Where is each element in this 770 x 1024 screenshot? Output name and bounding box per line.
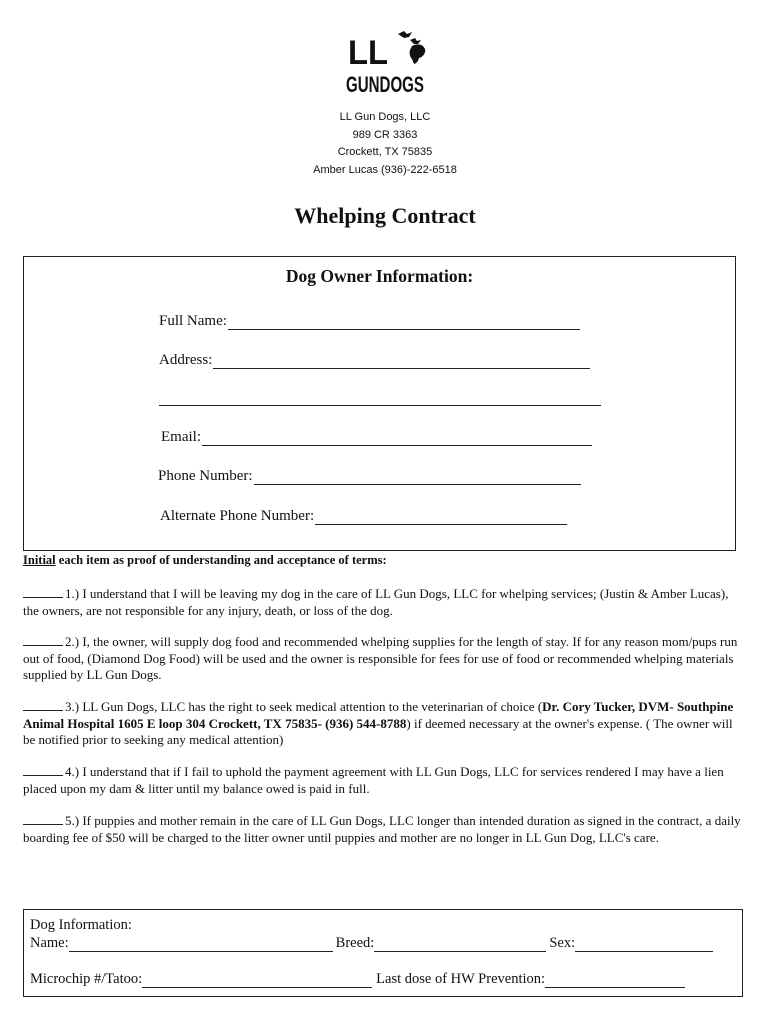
hw-prevention-label: Last dose of HW Prevention: [376, 971, 546, 987]
email-label: Email: [161, 429, 201, 445]
sex-input-line[interactable] [575, 938, 713, 952]
full-name-input-line[interactable] [228, 315, 580, 330]
phone-label: Phone Number: [158, 468, 253, 484]
email-input-line[interactable] [202, 431, 592, 446]
company-contact: Amber Lucas (936)-222-6518 [313, 163, 457, 176]
logo-text-ll: LL [348, 34, 388, 72]
microchip-label: Microchip #/Tatoo: [30, 971, 143, 987]
sex-label: Sex: [549, 935, 576, 951]
initial-blank-2[interactable] [23, 634, 63, 646]
ll-gundogs-logo [340, 28, 432, 98]
term-item-3-text-b: ) if deemed necessary at the owner's expense. ( The owner will be notified prior to seeking any medical attention) [23, 715, 733, 747]
dog-name-input-line[interactable] [69, 938, 333, 952]
terms-heading [23, 553, 387, 568]
address-field[interactable] [159, 352, 590, 369]
vet-contact: Dr. Cory Tucker, DVM- Southpine Animal Hospital 1605 E loop 304 Crockett, TX 75835- (936) 544-8788 [23, 699, 734, 731]
alt-phone-field[interactable] [160, 508, 567, 525]
term-item-3-text-a: 3.) LL Gun Dogs, LLC has the right to seek medical attention to the veterinarian of choice ( [65, 699, 543, 714]
microchip-input-line[interactable] [142, 974, 372, 988]
company-street: 989 CR 3363 [352, 128, 418, 141]
address-line-2-input-line[interactable] [159, 391, 601, 406]
dog-info-section [23, 909, 743, 997]
term-item-5-text: 5.) If puppies and mother remain in the care of LL Gun Dogs, LLC longer than intended duration as signed in the contract, a daily boarding fee of $50 will be charged to the litter owner until puppies and mother are no longer in LL Gun Dog, LLC's care. [23, 813, 741, 845]
initial-blank-3[interactable] [23, 699, 63, 711]
term-item-2-text: 2.) I, the owner, will supply dog food and recommended whelping supplies for the length of stay. If for any reason mom/pups run out of food, (Diamond Dog Food) will be used and the owner is responsible for fees for use of food or recommended whelping materials supplied by LL Gun Dogs. [23, 634, 738, 682]
company-city: Crockett, TX 75835 [337, 146, 433, 158]
owner-info-heading: Dog Owner Information: [285, 266, 474, 286]
terms-heading-rest: each item as proof of understanding and acceptance of terms: [55, 553, 387, 567]
full-name-field[interactable] [159, 313, 580, 330]
dog-info-heading: Dog Information: [30, 917, 132, 933]
email-field[interactable] [161, 429, 592, 446]
initial-blank-1[interactable] [23, 586, 63, 598]
address-line-2-field[interactable] [159, 391, 601, 406]
dog-info-row-2 [30, 971, 685, 988]
breed-input-line[interactable] [374, 938, 546, 952]
document-title: Whelping Contract [294, 203, 476, 228]
owner-info-section [23, 256, 736, 551]
alt-phone-label: Alternate Phone Number: [160, 508, 315, 524]
alt-phone-input-line[interactable] [315, 510, 567, 525]
term-item-1 [23, 586, 745, 619]
logo-text-gundogs: GUNDOGS [346, 72, 424, 97]
company-info [0, 109, 770, 179]
terms-heading-initial: Initial [23, 553, 56, 567]
initial-blank-4[interactable] [23, 764, 63, 776]
full-name-label: Full Name: [159, 313, 227, 329]
term-item-4-text: 4.) I understand that if I fail to uphold the payment agreement with LL Gun Dogs, LLC for services rendered I may have a lien placed upon my dam & litter until my balance owed is paid in full. [23, 764, 724, 796]
phone-input-line[interactable] [254, 470, 581, 485]
term-item-1-text: 1.) I understand that I will be leaving my dog in the care of LL Gun Dogs, LLC for whelping services; (Justin & Amber Lucas), the owners, are not responsible for any injury, death, or loss of the dog. [23, 586, 729, 618]
address-label: Address: [159, 352, 213, 368]
term-item-4 [23, 764, 745, 797]
term-item-2 [23, 634, 745, 684]
initial-blank-5[interactable] [23, 813, 63, 825]
company-name: LL Gun Dogs, LLC [339, 111, 431, 123]
bird-icon [410, 38, 421, 44]
term-item-5 [23, 813, 745, 846]
term-item-3 [23, 699, 745, 749]
bird-icon [398, 31, 412, 38]
address-input-line[interactable] [213, 354, 590, 369]
phone-field[interactable] [158, 468, 581, 485]
dog-head-icon [410, 44, 426, 64]
hw-prevention-input-line[interactable] [545, 974, 685, 988]
dog-info-row-1 [30, 935, 713, 952]
breed-label: Breed: [335, 935, 375, 951]
dog-name-label: Name: [30, 935, 69, 951]
